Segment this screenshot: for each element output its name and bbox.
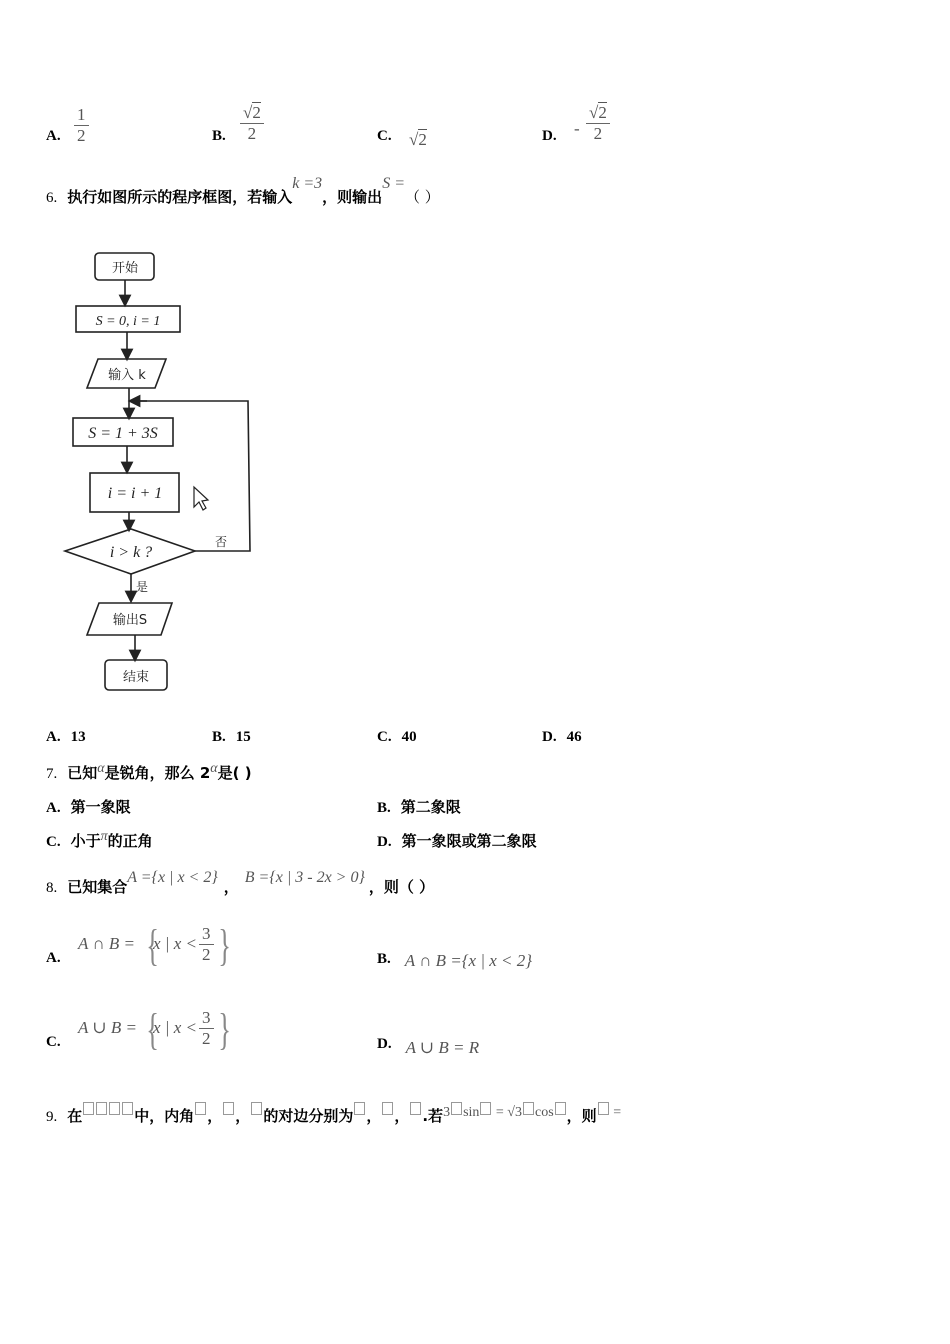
q6-answer-blank: （ ） bbox=[404, 188, 440, 206]
q9-text: ，则 bbox=[566, 1107, 597, 1125]
option-lhs: A ∪ B = bbox=[78, 1018, 137, 1037]
q7-text: 已知 bbox=[67, 764, 98, 782]
separator: ， bbox=[394, 1107, 410, 1125]
update-i-label: i = i + 1 bbox=[107, 485, 163, 502]
q9-text: 中，内角 bbox=[134, 1107, 195, 1125]
pi-symbol: π bbox=[100, 829, 108, 844]
fraction-sqrt2-over-2: √2 2 bbox=[586, 103, 610, 144]
q8-stem bbox=[46, 869, 435, 897]
missing-glyph-icon bbox=[480, 1102, 491, 1115]
missing-glyph-icon bbox=[122, 1102, 133, 1115]
missing-glyph-icon bbox=[109, 1102, 120, 1115]
option-label: B. bbox=[377, 951, 391, 967]
option-label: C. bbox=[46, 1034, 61, 1050]
option-label: A. bbox=[46, 729, 61, 745]
q9-equation: 3 bbox=[443, 1105, 451, 1120]
question-number: 7. bbox=[46, 766, 58, 782]
minus-sign: - bbox=[574, 119, 580, 138]
option-label: A. bbox=[46, 128, 61, 144]
missing-glyph-icon bbox=[223, 1102, 234, 1115]
separator: ， bbox=[207, 1107, 223, 1125]
fraction-one-half: 1 2 bbox=[74, 105, 89, 146]
q8-option-c bbox=[46, 1006, 346, 1058]
separator: ， bbox=[366, 1107, 382, 1125]
option-label: A. bbox=[46, 950, 61, 966]
separator: ， bbox=[235, 1107, 251, 1125]
option-value: 40 bbox=[401, 729, 417, 745]
q7-text: 是锐角，那么 2 bbox=[104, 764, 211, 782]
q6-math-k: k =3 bbox=[292, 175, 323, 192]
option-label: C. bbox=[377, 729, 392, 745]
option-value: 46 bbox=[566, 729, 582, 745]
option-value: 的正角 bbox=[107, 832, 153, 850]
option-label: D. bbox=[542, 729, 557, 745]
fraction-3-over-2: 3 2 bbox=[199, 1008, 214, 1049]
no-label: 否 bbox=[215, 535, 228, 549]
alpha-symbol: α bbox=[210, 761, 218, 776]
q9-equation: sin bbox=[463, 1105, 480, 1120]
set-a: A ={x | x < 2} bbox=[127, 869, 218, 886]
end-label: 结束 bbox=[122, 670, 150, 685]
input-label: 输入 k bbox=[108, 368, 146, 383]
flowchart bbox=[55, 245, 275, 705]
set-builder: x | x < bbox=[153, 1018, 197, 1037]
q7-text: 是( ) bbox=[217, 764, 252, 782]
q9-equation: = bbox=[609, 1105, 622, 1120]
fraction-3-over-2: 3 2 bbox=[199, 924, 214, 965]
q9-text: 的对边分别为 bbox=[263, 1107, 354, 1125]
left-brace: { bbox=[146, 921, 159, 970]
missing-glyph-icon bbox=[598, 1102, 609, 1115]
q7-option-a bbox=[46, 796, 131, 817]
option-value: 小于 bbox=[70, 832, 101, 850]
condition-label: i > k ? bbox=[109, 544, 153, 561]
q6-math-s: S = bbox=[382, 175, 405, 192]
option-label: A. bbox=[46, 800, 61, 816]
option-label: B. bbox=[212, 729, 226, 745]
q8-option-b bbox=[377, 948, 532, 968]
missing-glyph-icon bbox=[354, 1102, 365, 1115]
option-value: 第二象限 bbox=[400, 798, 461, 816]
alpha-symbol: α bbox=[97, 761, 105, 776]
q6-option-b bbox=[212, 728, 251, 746]
q6-option-c bbox=[377, 728, 417, 746]
yes-label: 是 bbox=[136, 580, 149, 594]
missing-glyph-icon bbox=[451, 1102, 462, 1115]
start-label: 开始 bbox=[111, 261, 139, 276]
question-number: 8. bbox=[46, 880, 58, 896]
option-value: 13 bbox=[70, 729, 86, 745]
q7-option-c bbox=[46, 830, 153, 851]
init-label: S = 0, i = 1 bbox=[95, 314, 161, 329]
option-lhs: A ∩ B = bbox=[78, 934, 135, 953]
flowchart-diagram bbox=[55, 245, 275, 705]
q7-option-d bbox=[377, 830, 537, 851]
q9-stem bbox=[46, 1102, 621, 1126]
q7-stem bbox=[46, 762, 252, 783]
fraction-sqrt2-over-2: √2 2 bbox=[240, 103, 264, 144]
option-label: C. bbox=[46, 834, 61, 850]
q6-stem bbox=[46, 175, 440, 207]
option-value: A ∪ B = R bbox=[405, 1038, 480, 1057]
q9-text: 在 bbox=[67, 1107, 83, 1125]
option-label: C. bbox=[377, 128, 392, 144]
q8-option-d bbox=[377, 1033, 480, 1057]
q6-text: 执行如图所示的程序框图，若输入 bbox=[67, 188, 293, 206]
output-label: 输出S bbox=[112, 613, 148, 628]
question-number: 6. bbox=[46, 190, 58, 206]
q9-equation: cos bbox=[535, 1105, 554, 1120]
q6-option-d bbox=[542, 728, 582, 746]
separator: ， bbox=[223, 878, 239, 896]
missing-glyph-icon bbox=[410, 1102, 421, 1115]
missing-glyph-icon bbox=[555, 1102, 566, 1115]
missing-glyph-icon bbox=[251, 1102, 262, 1115]
option-value: A ∩ B ={x | x < 2} bbox=[404, 951, 533, 970]
option-label: B. bbox=[377, 800, 391, 816]
update-s-label: S = 1 + 3S bbox=[88, 425, 158, 442]
option-label: B. bbox=[212, 128, 226, 144]
q9-text: .若 bbox=[422, 1107, 444, 1125]
q5-options bbox=[0, 95, 950, 165]
option-value: 第一象限或第二象限 bbox=[401, 832, 537, 850]
missing-glyph-icon bbox=[382, 1102, 393, 1115]
q8-option-a bbox=[46, 922, 346, 974]
right-brace: } bbox=[218, 921, 231, 970]
q9-equation: = √3 bbox=[492, 1105, 522, 1120]
set-builder: x | x < bbox=[153, 934, 197, 953]
q7-option-b bbox=[377, 796, 461, 817]
option-label: D. bbox=[377, 1036, 392, 1052]
set-b: B ={x | 3 - 2x > 0} bbox=[244, 869, 365, 886]
missing-glyph-icon bbox=[96, 1102, 107, 1115]
option-value: 15 bbox=[235, 729, 251, 745]
option-label: D. bbox=[377, 834, 392, 850]
q8-text: 已知集合 bbox=[67, 878, 128, 896]
q6-option-a bbox=[46, 728, 86, 746]
q8-text: ，则（ ） bbox=[368, 878, 435, 896]
option-value: 第一象限 bbox=[70, 798, 131, 816]
option-label: D. bbox=[542, 128, 557, 144]
left-brace: { bbox=[146, 1005, 159, 1054]
missing-glyph-icon bbox=[83, 1102, 94, 1115]
sqrt2: √2 bbox=[409, 130, 427, 149]
cursor-icon bbox=[194, 487, 208, 510]
q6-options bbox=[0, 728, 950, 750]
missing-glyph-icon bbox=[195, 1102, 206, 1115]
right-brace: } bbox=[218, 1005, 231, 1054]
missing-glyph-icon bbox=[523, 1102, 534, 1115]
q6-text: ，则输出 bbox=[322, 188, 383, 206]
question-number: 9. bbox=[46, 1109, 58, 1125]
